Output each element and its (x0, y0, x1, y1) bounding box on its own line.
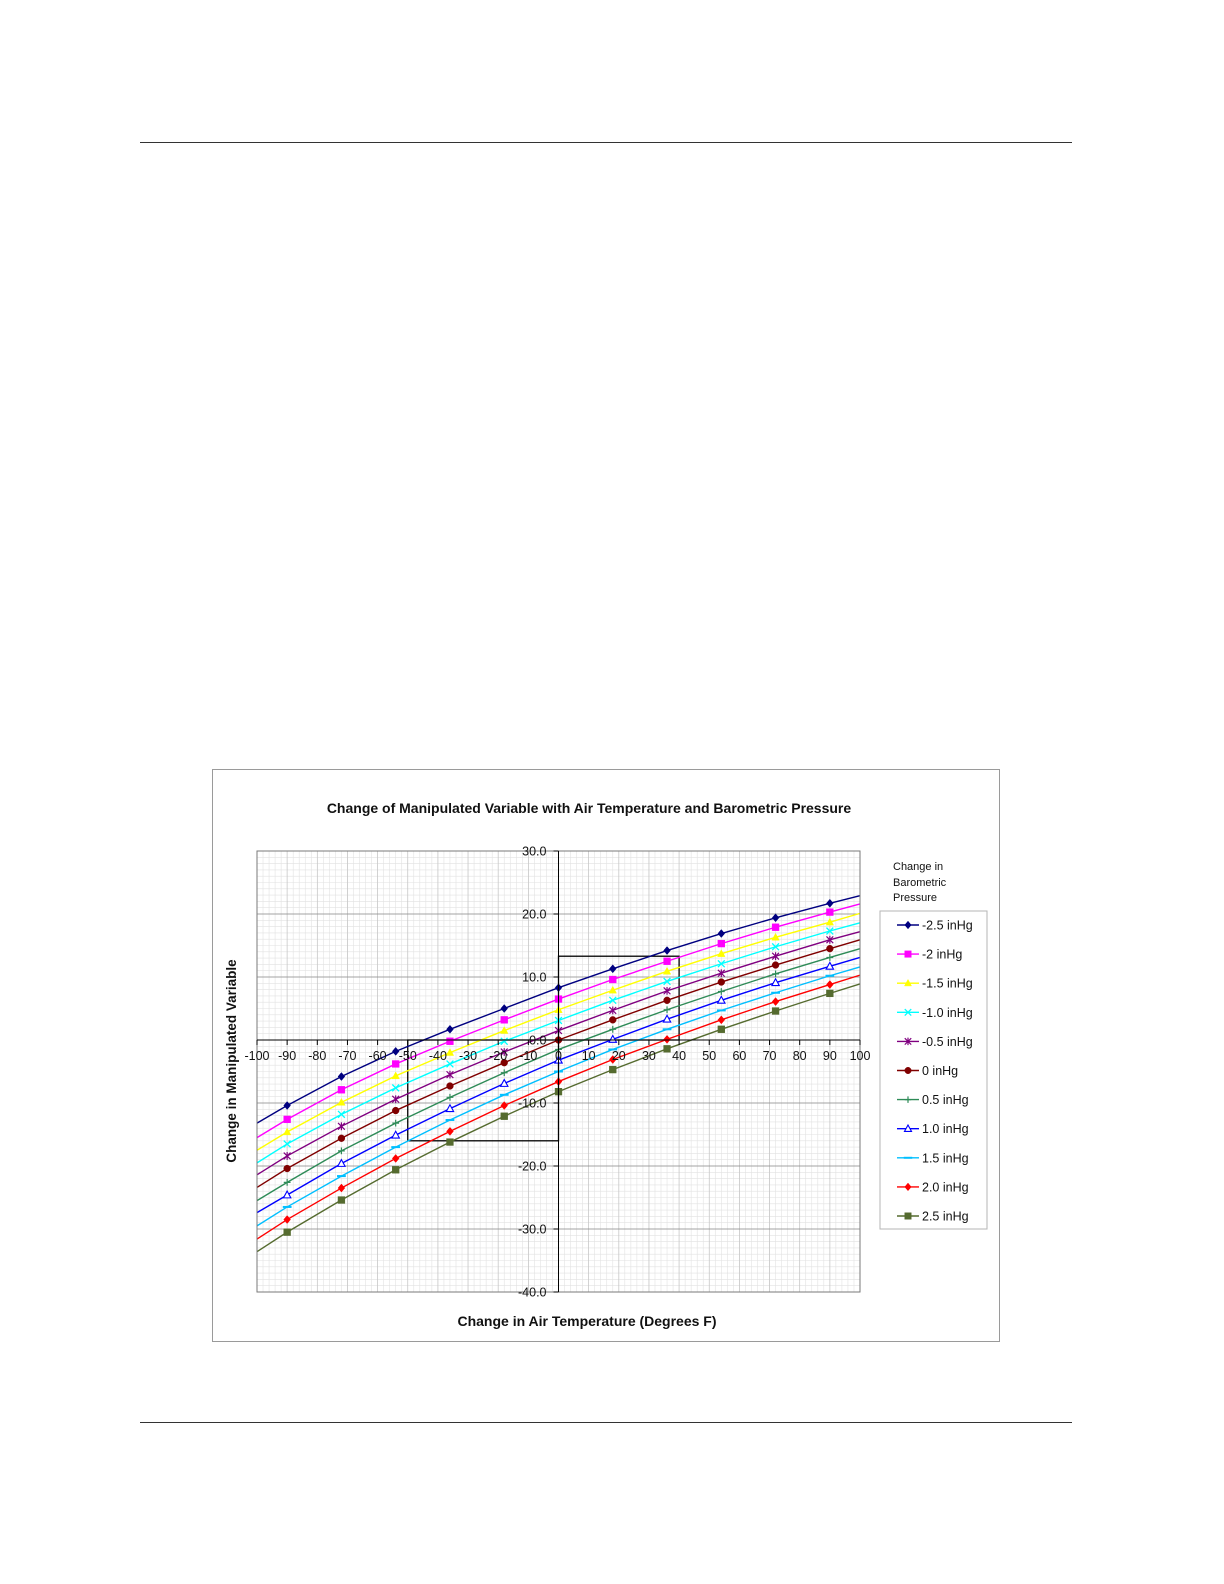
x-tick-label: -100 (244, 1049, 270, 1063)
header-rule (140, 142, 1072, 143)
x-tick-label: 0 (555, 1049, 562, 1063)
x-tick-label: -60 (368, 1049, 387, 1063)
y-tick-label: -20.0 (518, 1159, 547, 1174)
data-point (826, 990, 833, 997)
data-point (392, 1166, 399, 1173)
legend-label: 1.5 inHg (922, 1151, 969, 1166)
legend-swatch-marker (905, 1213, 911, 1219)
data-point (284, 1116, 291, 1123)
data-point (338, 1086, 345, 1093)
legend-label: 2.0 inHg (922, 1180, 969, 1195)
x-tick-label: 10 (581, 1049, 596, 1063)
x-tick-label: -30 (459, 1049, 478, 1063)
legend (880, 861, 987, 1229)
x-tick-label: 60 (732, 1049, 747, 1063)
y-tick-label: 30.0 (522, 844, 547, 859)
data-point (718, 979, 725, 986)
data-point (447, 1038, 454, 1045)
data-point (664, 997, 671, 1004)
data-point (826, 945, 833, 952)
data-point (338, 1197, 345, 1204)
x-tick-label: 30 (641, 1049, 656, 1063)
legend-label: -0.5 inHg (922, 1034, 973, 1049)
x-axis-label: Change in Air Temperature (Degrees F) (457, 1313, 717, 1329)
legend-label: 0 inHg (922, 1064, 959, 1078)
legend-title-line-2: Barometric (893, 877, 947, 889)
legend-label: -2 inHg (922, 947, 963, 962)
x-tick-label: 50 (702, 1049, 717, 1063)
legend-label: -1.0 inHg (922, 1005, 973, 1020)
y-tick-label: -10.0 (518, 1096, 547, 1111)
y-tick-label: 0.0 (529, 1033, 547, 1048)
legend-swatch-marker (905, 1067, 911, 1073)
x-tick-label: 100 (849, 1049, 871, 1063)
data-point (772, 962, 779, 969)
data-point (447, 1139, 454, 1146)
data-point (664, 958, 671, 965)
legend-label: 1.0 inHg (922, 1122, 969, 1137)
data-point (447, 1083, 454, 1090)
legend-label: -2.5 inHg (922, 918, 973, 933)
x-tick-label: 80 (792, 1049, 807, 1063)
data-point (284, 1165, 291, 1172)
data-point (718, 940, 725, 947)
chart-title: Change of Manipulated Variable with Air Temperature and Barometric Pressure (326, 800, 852, 816)
y-tick-label: 10.0 (522, 970, 547, 985)
data-point (284, 1229, 291, 1236)
data-point (609, 1066, 616, 1073)
data-point (772, 1008, 779, 1015)
x-tick-label: -40 (428, 1049, 447, 1063)
x-tick-label: 90 (822, 1049, 837, 1063)
x-tick-label: 40 (672, 1049, 687, 1063)
x-tick-label: 70 (762, 1049, 777, 1063)
x-tick-label: -80 (308, 1049, 327, 1063)
chart-svg (213, 770, 999, 1341)
x-tick-label: 20 (611, 1049, 626, 1063)
x-tick-label: -90 (278, 1049, 297, 1063)
footer-rule (140, 1422, 1072, 1423)
y-tick-label: -30.0 (518, 1222, 547, 1237)
data-point (338, 1135, 345, 1142)
data-point (609, 976, 616, 983)
data-point (664, 1045, 671, 1052)
legend-label: 2.5 inHg (922, 1209, 969, 1224)
y-tick-label: -40.0 (518, 1285, 547, 1300)
data-point (826, 909, 833, 916)
y-tick-label: 20.0 (522, 907, 547, 922)
data-point (718, 1026, 725, 1033)
data-point (609, 1016, 616, 1023)
data-point (501, 1016, 508, 1023)
legend-title-line-1: Change in (893, 861, 944, 873)
legend-title-line-3: Pressure (893, 892, 938, 904)
data-point (392, 1107, 399, 1114)
x-tick-label: -70 (338, 1049, 357, 1063)
data-point (501, 1113, 508, 1120)
x-tick-label: -50 (398, 1049, 417, 1063)
legend-label: -1.5 inHg (922, 976, 973, 991)
y-axis-label: Change in Manipulated Variable (224, 959, 239, 1163)
data-point (772, 924, 779, 931)
x-tick-label: -10 (519, 1049, 538, 1063)
chart-frame (212, 769, 1000, 1342)
legend-swatch-marker (905, 951, 911, 957)
x-tick-label: -20 (489, 1049, 508, 1063)
legend-label: 0.5 inHg (922, 1093, 969, 1108)
